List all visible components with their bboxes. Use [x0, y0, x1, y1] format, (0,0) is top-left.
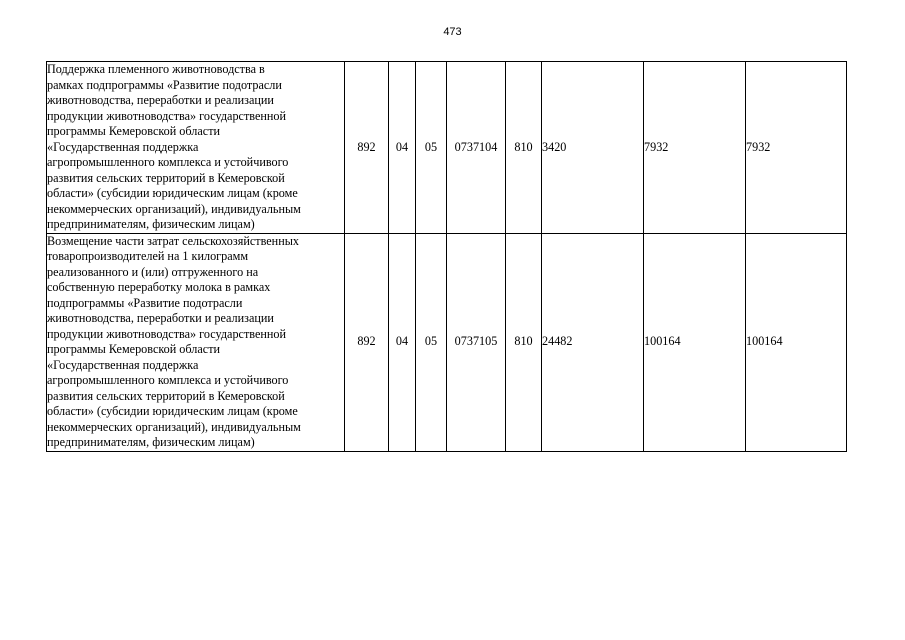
amount-year-1: 24482	[542, 233, 644, 451]
amount-year-2: 100164	[644, 233, 746, 451]
amount-year-3: 7932	[746, 62, 847, 234]
section-code: 04	[389, 233, 416, 451]
table-row	[47, 62, 847, 234]
subsection-code: 05	[416, 233, 447, 451]
subsection-code: 05	[416, 62, 447, 234]
ministry-code: 892	[345, 233, 389, 451]
page-number: 473	[443, 26, 462, 38]
expense-type-code: 810	[506, 62, 542, 234]
section-code: 04	[389, 62, 416, 234]
row-description: Поддержка племенного животноводства в рамках подпрограммы «Развитие подотрасли животноводства, переработки и реализации продукции животноводства» государственной программы Кемеровской области «Государственная поддержка агропромышленного комплекса и устойчивого развития сельских территорий в Кемеровской области» (субсидии юридическим лицам (кроме некоммерческих организаций), индивидуальным предпринимателям, физическим лицам)	[47, 62, 345, 234]
expense-type-code: 810	[506, 233, 542, 451]
amount-year-3: 100164	[746, 233, 847, 451]
row-description: Возмещение части затрат сельскохозяйственных товаропроизводителей на 1 килограмм реализованного и (или) отгруженного на собственную переработку молока в рамках подпрограммы «Развитие подотрасли животноводства, переработки и реализации продукции животноводства» государственной программы Кемеровской области «Государственная поддержка агропромышленного комплекса и устойчивого развития сельских территорий в Кемеровской области» (субсидии юридическим лицам (кроме некоммерческих организаций), индивидуальным предпринимателям, физическим лицам)	[47, 233, 345, 451]
amount-year-1: 3420	[542, 62, 644, 234]
amount-year-2: 7932	[644, 62, 746, 234]
budget-table	[46, 61, 847, 452]
target-article-code: 0737105	[447, 233, 506, 451]
ministry-code: 892	[345, 62, 389, 234]
target-article-code: 0737104	[447, 62, 506, 234]
table-row	[47, 233, 847, 451]
